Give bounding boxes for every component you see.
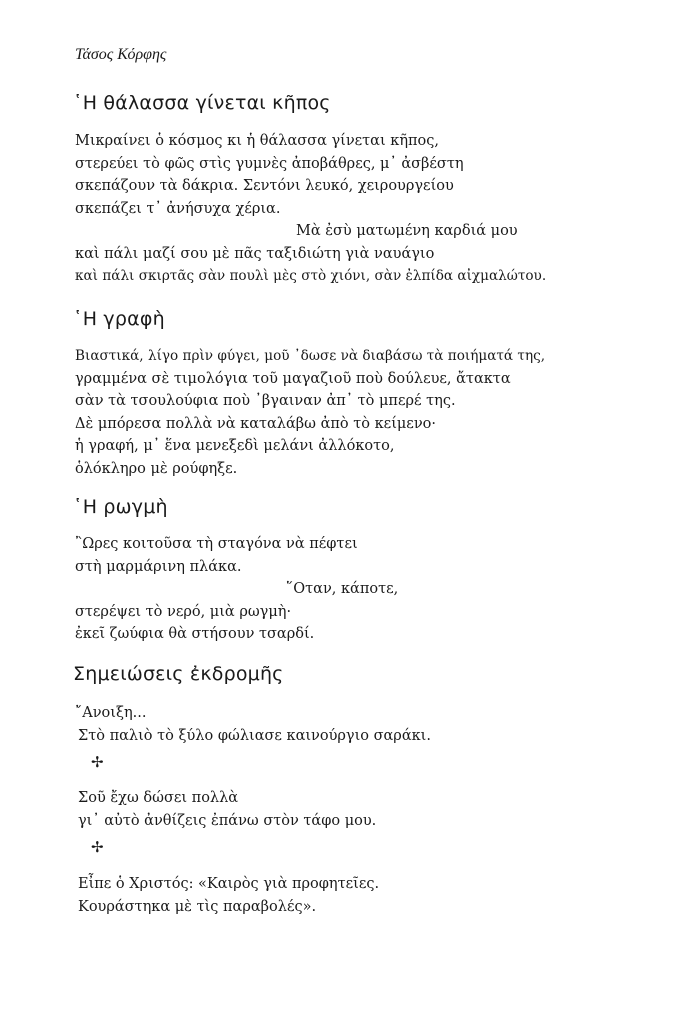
poem-line: ῍Ωρες κοιτοῦσα τὴ σταγόνα νὰ πέφτει xyxy=(75,536,358,552)
poem-line: Κουράστηκα μὲ τὶς παραβολές». xyxy=(78,898,317,915)
poem-stanza xyxy=(75,533,398,646)
poem-line: Δὲ μπόρεσα πολλὰ νὰ καταλάβω ἀπὸ τὸ κείμενο· xyxy=(75,415,436,432)
poem-line: Εἶπε ὁ Χριστός: «Καιρὸς γιὰ προφητεῖες. xyxy=(78,876,380,892)
poem-line: στὴ μαρμάρινη πλάκα. xyxy=(75,558,242,575)
poem-line: γι᾿ αὐτὸ ἀνθίζεις ἐπάνω στὸν τάφο μου. xyxy=(78,812,377,829)
poem-line: καὶ πάλι σκιρτᾶς σὰν πουλὶ μὲς στὸ χιόνι, σὰν ἐλπίδα αἰχμαλώτου. xyxy=(75,268,547,284)
poem-line: Μικραίνει ὁ κόσμος κι ἡ θάλασσα γίνεται κῆπος, xyxy=(75,133,440,149)
poem-line: Στὸ παλιὸ τὸ ξύλο φώλιασε καινούργιο σαράκι. xyxy=(78,727,431,744)
poem-stanza xyxy=(75,130,546,288)
poem-title: ῾Η ρωγμὴ xyxy=(73,496,168,518)
poem-line: ῞Οταν, κάποτε, xyxy=(286,581,399,597)
poem-line: Σοῦ ἔχω δώσει πολλὰ xyxy=(78,790,239,806)
poem-line: γραμμένα σὲ τιμολόγια τοῦ μαγαζιοῦ ποὺ δούλευε, ἄτακτα xyxy=(75,370,511,387)
poem-line: καὶ πάλι μαζί σου μὲ πᾶς ταξιδιώτη γιὰ ναυάγιο xyxy=(75,245,435,262)
poem-line: Μὰ ἐσὺ ματωμένη καρδιά μου xyxy=(296,223,518,239)
poem-line: ἐκεῖ ζωύφια θὰ στήσουν τσαρδί. xyxy=(75,626,315,642)
poem-stanza xyxy=(75,345,545,480)
poem-line: σκεπάζει τ᾿ ἀνήσυχα χέρια. xyxy=(75,200,281,217)
asterism-separator: ✢ xyxy=(91,753,104,771)
poem-line: Βιαστικά, λίγο πρὶν φύγει, μοῦ ᾿δωσε νὰ διαβάσω τὰ ποιήματά της, xyxy=(75,348,546,364)
poem-line: ἡ γραφή, μ᾿ ἕνα μενεξεδὶ μελάνι ἀλλόκοτο, xyxy=(75,438,395,454)
poem-line: στερεύει τὸ φῶς στὶς γυμνὲς ἀποβάθρες, μ᾿ ἀσβέστη xyxy=(75,155,464,172)
poem-section xyxy=(78,787,376,832)
asterism-separator: ✢ xyxy=(91,838,104,856)
poem-line: σκεπάζουν τὰ δάκρια. Σεντόνι λευκό, χειρουργείου xyxy=(75,178,454,194)
author-name: Τάσος Κόρφης xyxy=(75,46,167,63)
poem-title: ῾Η θάλασσα γίνεται κῆπος xyxy=(73,92,331,114)
poem-section xyxy=(75,702,431,747)
poem-section xyxy=(78,873,379,918)
poem-title: Σημειώσεις ἐκδρομῆς xyxy=(73,663,284,685)
poem-line: ὁλόκληρο μὲ ρούφηξε. xyxy=(75,460,238,477)
poem-line: σὰν τὰ τσουλούφια ποὺ ᾿βγαιναν ἀπ᾿ τὸ μπερέ της. xyxy=(75,393,456,409)
poem-line: στερέψει τὸ νερό, μιὰ ρωγμὴ· xyxy=(75,603,292,620)
poem-title: ῾Η γραφὴ xyxy=(73,308,165,330)
poem-line: ῎Ανοιξη... xyxy=(75,705,147,721)
